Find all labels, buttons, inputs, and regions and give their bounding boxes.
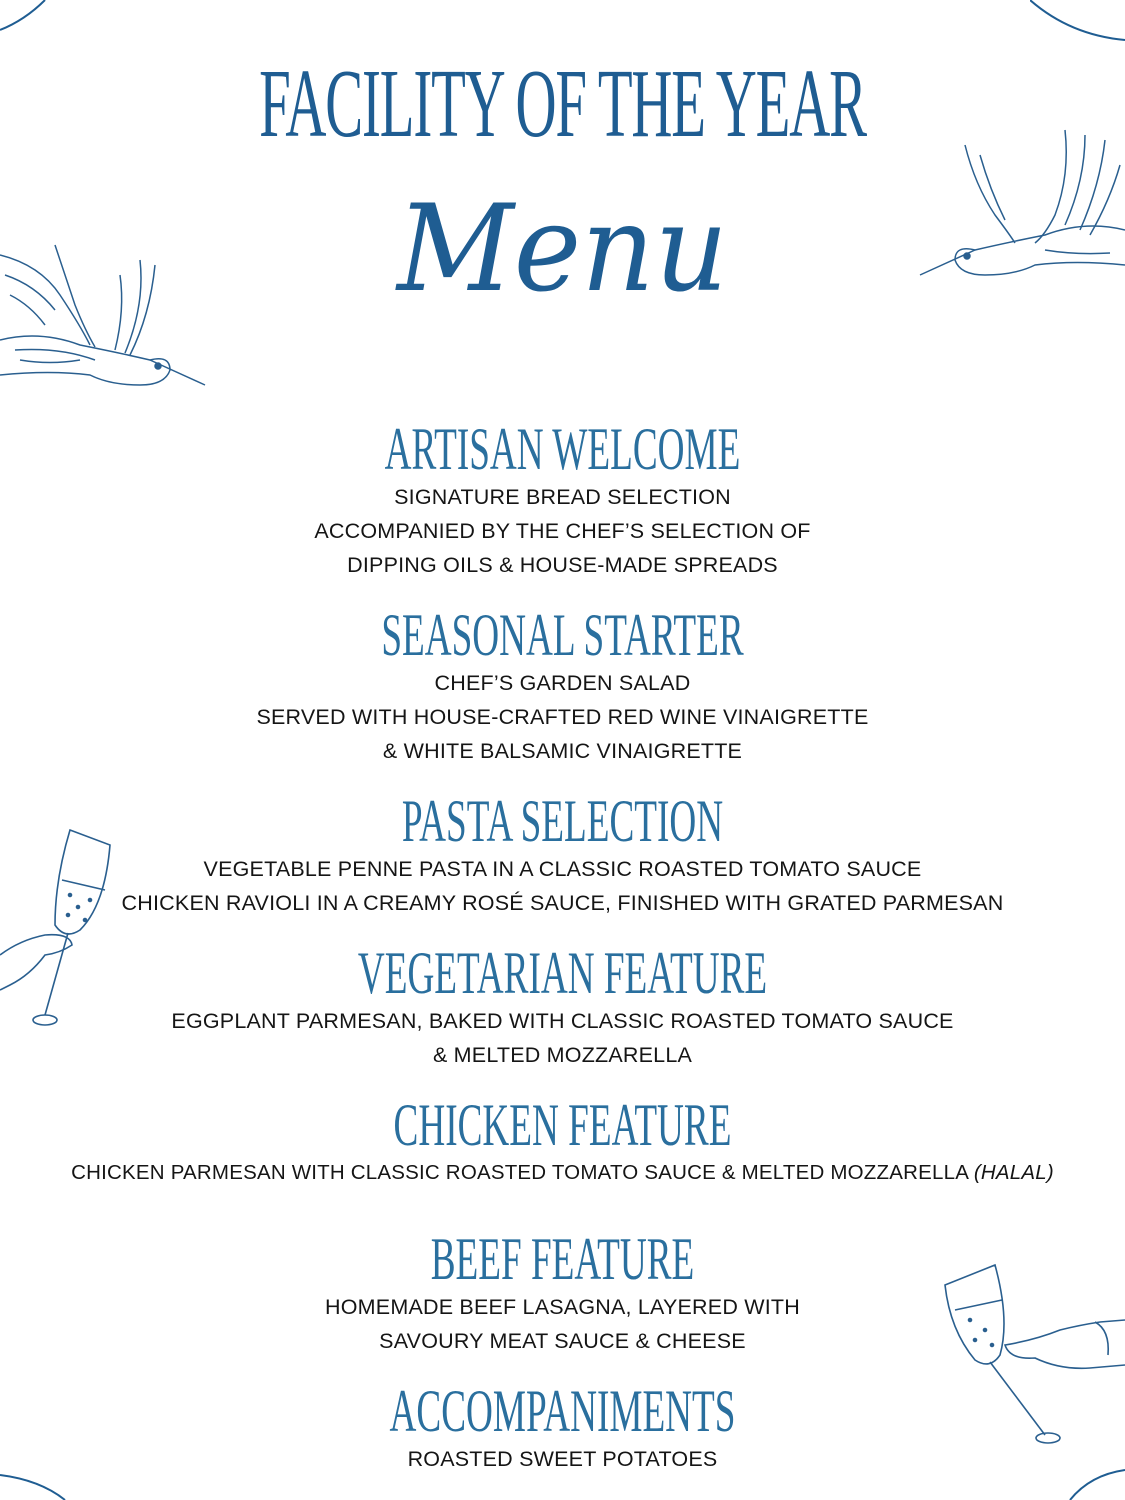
corner-flourish-icon [0, 0, 60, 40]
section-accompaniments [0, 1380, 1125, 1476]
menu-item: SIGNATURE BREAD SELECTION [394, 485, 731, 509]
menu-item: CHICKEN RAVIOLI IN A CREAMY ROSÉ SAUCE, FINISHED WITH GRATED PARMESAN [121, 891, 1004, 915]
section-title: BEEF FEATURE [430, 1226, 695, 1292]
section-vegetarian-feature [0, 942, 1125, 1072]
section-chicken-feature [0, 1094, 1125, 1190]
section-title: SEASONAL STARTER [381, 602, 744, 668]
section-title: PASTA SELECTION [401, 788, 724, 854]
menu-item: ACCOMPANIED BY THE CHEF’S SELECTION OF [314, 519, 811, 543]
menu-sections [0, 418, 1125, 1476]
section-title: CHICKEN FEATURE [393, 1092, 732, 1158]
section-title: ACCOMPANIMENTS [389, 1378, 736, 1444]
menu-item: VEGETABLE PENNE PASTA IN A CLASSIC ROASTED TOMATO SAUCE [203, 857, 922, 881]
section-title: VEGETARIAN FEATURE [357, 940, 768, 1006]
menu-item [0, 1156, 1125, 1190]
menu-item: HOMEMADE BEEF LASAGNA, LAYERED WITH [325, 1295, 800, 1319]
menu-item: & WHITE BALSAMIC VINAIGRETTE [382, 739, 743, 763]
menu-item: EGGPLANT PARMESAN, BAKED WITH CLASSIC ROASTED TOMATO SAUCE [171, 1009, 954, 1033]
section-seasonal-starter [0, 604, 1125, 768]
section-artisan-welcome [0, 418, 1125, 582]
halal-note: (HALAL) [973, 1161, 1054, 1184]
section-pasta-selection [0, 790, 1125, 920]
menu-item: SERVED WITH HOUSE-CRAFTED RED WINE VINAIGRETTE [256, 705, 869, 729]
menu-item: & MELTED MOZZARELLA [432, 1043, 693, 1067]
menu-item-text: CHICKEN PARMESAN WITH CLASSIC ROASTED TOMATO SAUCE & MELTED MOZZARELLA [71, 1161, 968, 1184]
menu-script-title: Menu [396, 180, 729, 319]
menu-item: DIPPING OILS & HOUSE-MADE SPREADS [347, 553, 778, 577]
menu-item: SAVOURY MEAT SAUCE & CHEESE [379, 1329, 746, 1353]
page-title: FACILITY OF THE YEAR [259, 50, 866, 158]
section-title: ARTISAN WELCOME [384, 416, 741, 482]
corner-flourish-icon [1030, 0, 1125, 45]
section-beef-feature [0, 1228, 1125, 1358]
menu-item: CHEF’S GARDEN SALAD [434, 671, 691, 695]
menu-item: ROASTED SWEET POTATOES [407, 1447, 718, 1471]
